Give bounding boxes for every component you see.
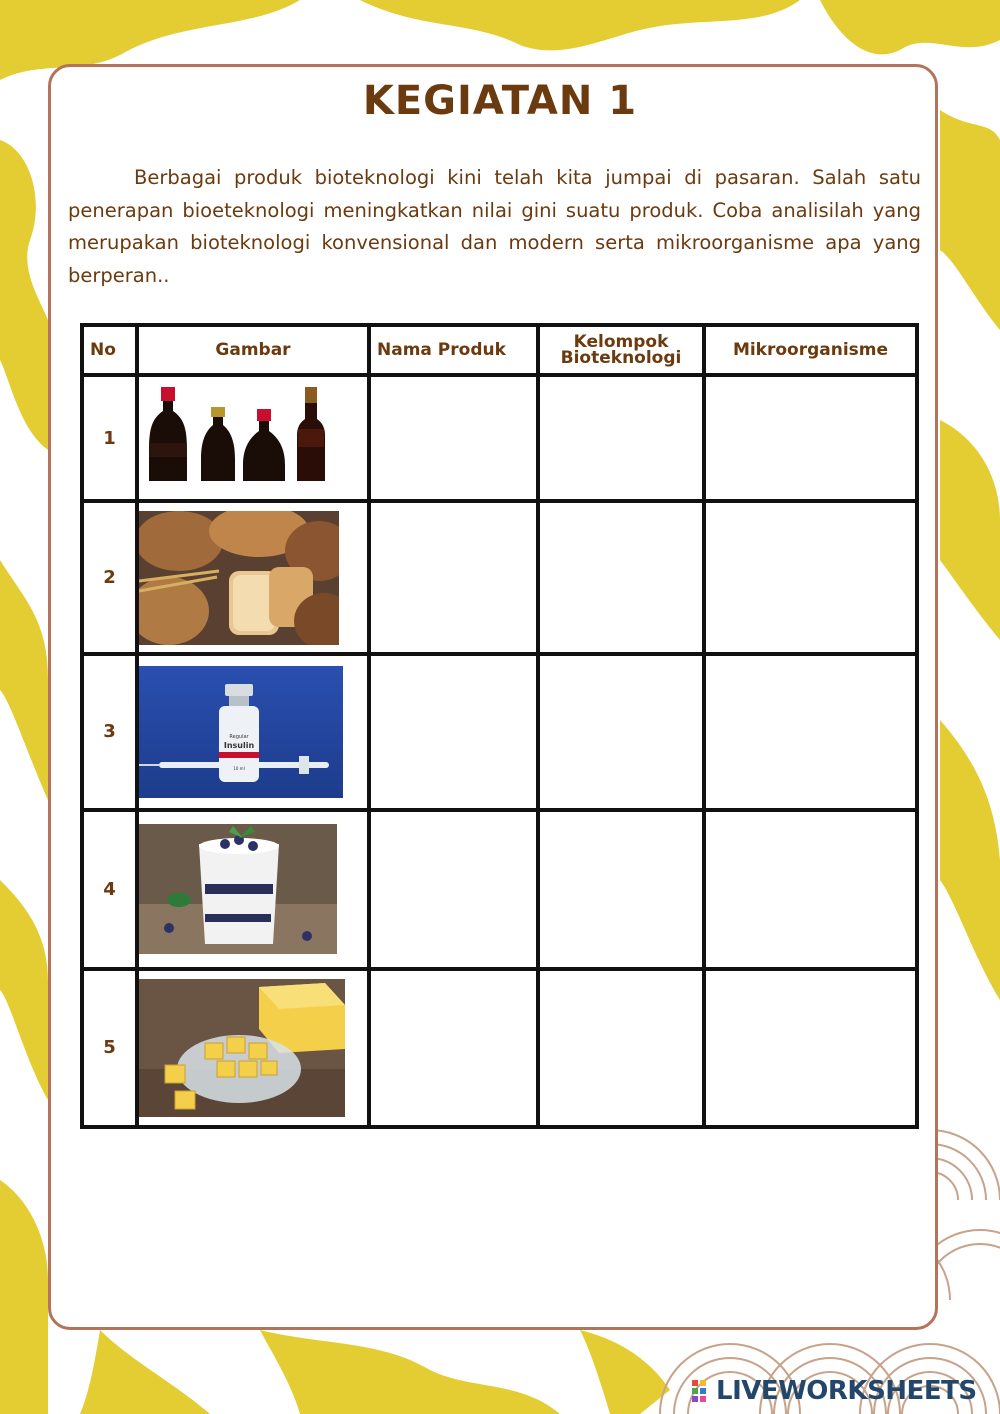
yogurt-blueberries-image [139,824,337,954]
vial-label-volume: 10 ml [233,765,245,771]
product-image-cell [137,654,369,810]
header-gambar: Gambar [137,325,369,375]
nama-produk-cell[interactable] [369,810,538,968]
kelompok-cell[interactable] [538,969,704,1127]
header-no: No [82,325,137,375]
table-row [82,501,917,653]
soy-sauce-bottles-image [139,383,339,493]
product-image-cell [137,375,369,501]
mikroorganisme-cell[interactable] [704,375,917,501]
header-kelompok-line1: Kelompok [573,332,669,352]
liveworksheets-logo-icon [692,1380,714,1402]
kelompok-cell[interactable] [538,654,704,810]
kelompok-cell[interactable] [538,810,704,968]
mikroorganisme-cell[interactable] [704,810,917,968]
row-number: 1 [82,375,137,501]
liveworksheets-logo [692,1376,977,1406]
insulin-vial-image [139,666,343,798]
vial-label-insulin: Insulin [223,740,255,750]
row-number: 5 [82,969,137,1127]
row-number: 4 [82,810,137,968]
table-row [82,375,917,501]
activity-title: KEGIATAN 1 [362,78,638,124]
product-image-cell [137,501,369,653]
mikroorganisme-cell[interactable] [704,501,917,653]
mikroorganisme-cell[interactable] [704,969,917,1127]
header-nama-produk: Nama Produk [369,325,538,375]
liveworksheets-logo-text: LIVEWORKSHEETS [716,1376,977,1406]
bread-image [139,511,339,645]
kelompok-cell[interactable] [538,375,704,501]
nama-produk-cell[interactable] [369,501,538,653]
nama-produk-cell[interactable] [369,654,538,810]
table-row [82,969,917,1127]
row-number: 2 [82,501,137,653]
activity-instructions: Berbagai produk bioteknologi kini telah kita jumpai di pasaran. Salah satu penerapan bioeteknologi meningkatkan nilai gini suatu produk. Coba analisilah yang merupakan bioteknologi konvensional dan modern serta mikroorganisme apa yang berperan.. [68,166,921,287]
kelompok-cell[interactable] [538,501,704,653]
mikroorganisme-cell[interactable] [704,654,917,810]
nama-produk-cell[interactable] [369,375,538,501]
product-image-cell [137,969,369,1127]
nama-produk-cell[interactable] [369,969,538,1127]
header-mikroorganisme: Mikroorganisme [704,325,917,375]
table-header-row [82,325,917,375]
analysis-table [80,323,919,1129]
header-kelompok-bioteknologi [538,325,704,375]
table-row [82,654,917,810]
header-kelompok-line2: Bioteknologi [560,348,682,368]
table-row [82,810,917,968]
product-image-cell [137,810,369,968]
vial-label-regular: Regular [229,733,249,740]
cheese-cubes-image [139,979,345,1117]
row-number: 3 [82,654,137,810]
